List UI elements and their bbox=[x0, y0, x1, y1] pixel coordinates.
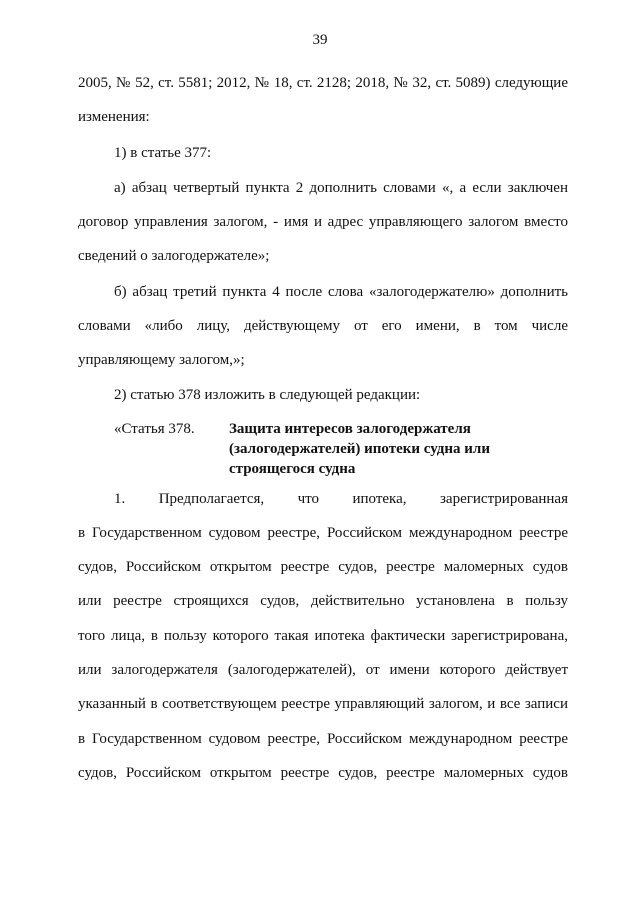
paragraph-line: судов, Российском открытом реестре судов, реестре маломерных судов bbox=[78, 559, 568, 575]
paragraph-line: судов, Российском открытом реестре судов, реестре маломерных судов bbox=[78, 765, 568, 781]
list-item-2: 2) статью 378 изложить в следующей редакции: bbox=[114, 387, 421, 403]
paragraph-line: в Государственном судовом реестре, Российском международном реестре bbox=[78, 731, 568, 747]
paragraph-line: управляющему залогом,»; bbox=[78, 352, 245, 368]
article-title bbox=[229, 419, 529, 479]
paragraph-line: договор управления залогом, - имя и адрес управляющего залогом вместо bbox=[78, 214, 568, 230]
paragraph-line: изменения: bbox=[78, 109, 150, 125]
list-item-1: 1) в статье 377: bbox=[114, 145, 212, 161]
paragraph-line: словами «либо лицу, действующему от его имени, в том числе bbox=[78, 318, 568, 334]
article-title-line: строящегося судна bbox=[229, 461, 356, 477]
paragraph-line: или залогодержателя (залогодержателей), от имени которого действует bbox=[78, 662, 568, 678]
paragraph-line: указанный в соответствующем реестре управляющий залогом, и все записи bbox=[78, 696, 568, 712]
article-title-line: (залогодержателей) ипотеки судна или bbox=[229, 441, 490, 457]
paragraph-line: 1. Предполагается, что ипотека, зарегистрированная bbox=[114, 491, 568, 507]
page-number: 39 bbox=[312, 32, 328, 48]
paragraph-line: б) абзац третий пункта 4 после слова «залогодержателю» дополнить bbox=[114, 284, 568, 300]
paragraph-line: 2005, № 52, ст. 5581; 2012, № 18, ст. 2128; 2018, № 32, ст. 5089) следующие bbox=[78, 75, 568, 91]
paragraph-line: в Государственном судовом реестре, Российском международном реестре bbox=[78, 525, 568, 541]
paragraph-line: того лица, в пользу которого такая ипотека фактически зарегистрирована, bbox=[78, 628, 568, 644]
article-label: «Статья 378. bbox=[114, 421, 195, 437]
paragraph-line: или реестре строящихся судов, действительно установлена в пользу bbox=[78, 593, 568, 609]
article-title-line: Защита интересов залогодержателя bbox=[229, 421, 471, 437]
paragraph-line: сведений о залогодержателе»; bbox=[78, 248, 270, 264]
paragraph-line: а) абзац четвертый пункта 2 дополнить словами «, а если заключен bbox=[114, 180, 568, 196]
